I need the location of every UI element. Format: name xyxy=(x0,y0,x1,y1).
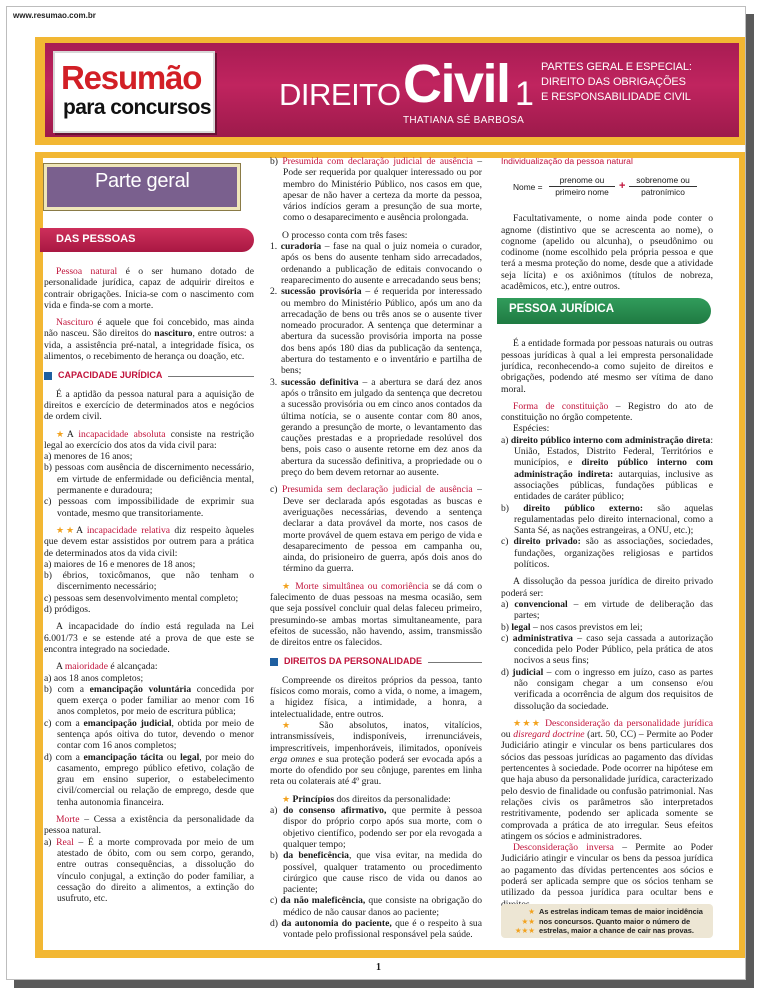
text: – Registro do ato de constituição no órgão competente. xyxy=(501,400,713,424)
text: sucessão definitiva xyxy=(281,376,359,388)
text: administrativa xyxy=(512,632,573,644)
text: A xyxy=(56,661,65,673)
text: – Permite ao Poder Judiciário atingir e vincular os bens da pessoa jurídica ao pagamento das dívidas pertencentes aos sócios e poderá ser aplicada sempre que os sócios tenham se utilizado da pessoa jurídica para ocultar bens e xyxy=(501,842,713,899)
term: Desconsideração inversa xyxy=(513,842,614,854)
text: nascituro xyxy=(154,328,193,340)
paragraph: Compreende os direitos próprios da pessoa, tanto físicos como morais, como a vida, o nome, a imagem, a higidez física, a intimidade, a honra, a intelectualidade, entre outros. xyxy=(270,674,482,720)
diagram-text: patronímico xyxy=(641,187,685,198)
paragraph xyxy=(44,525,254,559)
text: é o ser humano dotado de personalidade jurídica, capaz de adquirir direitos e contrair obrigações. Inicia-se com o nascimento com vida e finda-se com a morte. xyxy=(44,266,254,311)
text: b) com a xyxy=(44,683,90,695)
list-item xyxy=(501,667,713,712)
text: curadoria xyxy=(280,241,322,253)
text: direito público externo: xyxy=(523,502,644,514)
text: da beneficência xyxy=(283,850,349,862)
term: disregard doctrine xyxy=(513,729,585,741)
text: b) xyxy=(270,156,283,167)
list-item: a) maiores de 16 e menores de 18 anos; xyxy=(44,558,196,570)
text: c) xyxy=(270,895,281,907)
term: Presumida com declaração judicial de ausência xyxy=(282,156,473,167)
text: d) xyxy=(501,666,513,678)
text: – nos casos previstos em lei; xyxy=(530,621,643,633)
list-item xyxy=(44,684,254,718)
text: – Pode ser requerida por qualquer interessado ou por membro do Ministério Público, nos casos em que, apesar de não haver a certeza da morte da pessoa, vários indícios geram a presunção de sua morte, como o desaparecimento e ausência prolongada. xyxy=(283,156,483,224)
legend-line: As estrelas indicam temas de maior incidência xyxy=(539,907,703,916)
text: são aquelas regulamentadas pelo direito internacional, como a Santa Sé, as nações estrangeiras, a ONU, etc.); xyxy=(514,502,713,537)
section-title: DAS PESSOAS xyxy=(56,233,136,245)
text: – com o ingresso em juízo, caso as partes não consigam chegar a um consenso e/ou verificada a ocorrência de algum dos requisitos de dissolução da sociedade. xyxy=(514,666,714,712)
text: é alcançada: xyxy=(107,661,158,673)
text: ou xyxy=(501,729,514,741)
text: que consiste na obrigação do médico de não causar danos ao paciente; xyxy=(283,895,482,918)
paragraph xyxy=(44,661,254,672)
section-title: PESSOA JURÍDICA xyxy=(509,303,615,316)
text: dos direitos da personalidade: xyxy=(334,793,451,805)
list-item xyxy=(270,156,482,224)
list-item: a) menores de 16 anos; xyxy=(44,451,133,463)
paragraph xyxy=(501,842,713,910)
paragraph: Espécies: xyxy=(513,423,550,435)
subtitle xyxy=(541,60,737,105)
text: A xyxy=(66,428,79,440)
page-number: 1 xyxy=(376,962,381,973)
text: se dá com o falecimento de duas pessoas na mesma ocasião, sem que seja possível concluir qual delas faleceu primeiro, presumindo-se ambas mortas simultaneamente, para efeitos de sucessão, não havendo, assim, transmissão de direitos entre os falecidos. xyxy=(270,580,482,649)
das-pessoas-banner xyxy=(40,228,254,252)
text: que permite à pessoa dispor do próprio corpo após sua morte, com o objetivo científico, podendo ser por ela revogada a qualquer tempo; xyxy=(283,805,483,850)
subsection-heading xyxy=(44,370,254,381)
term: Presumida sem declaração judicial de ausência xyxy=(282,484,473,496)
author-name: THATIANA SÉ BARBOSA xyxy=(403,115,525,126)
paragraph xyxy=(501,401,713,424)
text: – é requerida por interessado ou membro do Ministério Público, após um ano da arrecadação de bens ou três anos se o ausente tiver nomeado procurador. A sentença que determinar a abertura da sucessão provisória importa na posse dos bens após 180 dias da publicação da sentença, abertura do testamento e o inventário e partilha de bens; xyxy=(281,286,483,377)
text: ou xyxy=(163,751,181,763)
list-item: c) pessoas sem desenvolvimento mental completo; xyxy=(44,592,239,604)
text: a) xyxy=(44,836,57,848)
term: incapacidade relativa xyxy=(86,524,171,536)
diagram-name-label: Nome = xyxy=(513,182,543,193)
subtitle-line: E RESPONSABILIDADE CIVIL xyxy=(541,91,691,103)
title-direito: DIREITO xyxy=(279,77,401,112)
text: , entre outros: a vida, a assistência pré-natal, a integridade física, os alimentos, o recebimento de herança ou doação, etc. xyxy=(44,328,254,363)
text: 1. xyxy=(270,241,281,253)
parte-geral-banner xyxy=(44,164,240,210)
text: 3. xyxy=(270,376,282,388)
list-item xyxy=(501,435,713,503)
text: erga omnes xyxy=(270,753,316,765)
list-item: d) pródigos. xyxy=(44,604,91,616)
text: que é o respeito à sua vontade pelo profissional responsável pela saúde. xyxy=(283,918,482,941)
text: consiste na restrição legal ao exercício dos atos da vida civil para: xyxy=(44,428,254,451)
list-item xyxy=(501,536,713,570)
text: emancipação judicial xyxy=(83,717,172,729)
paragraph xyxy=(44,814,254,837)
one-star-icon: ★ xyxy=(282,719,304,730)
text: é aquele que foi concebido, mas ainda não nasceu. São direitos do xyxy=(44,317,254,340)
term: Morte simultânea ou comoriência xyxy=(295,580,429,592)
list-item xyxy=(44,837,254,905)
text: – a abertura se dará dez anos após o trânsito em julgado da sentença que decretou a sucessão provisória ou em cinco anos contados da última notícia, se o ausente contar com 80 anos, gerando a presunção de morte, o levantamento das cauções prestadas e a propriedade resolúvel dos bens, pois caso o ausente retorne em dez anos da abertura da sucessão definitiva, a propriedade ou o preço do bem devem retornar ao ausente. xyxy=(281,376,482,479)
list-item xyxy=(44,752,254,808)
term: Desconsideração da personalidade jurídica xyxy=(545,717,713,729)
plus-sign: + xyxy=(619,180,626,193)
paragraph xyxy=(44,429,254,452)
stars-legend xyxy=(501,904,713,938)
list-item xyxy=(501,503,713,537)
text: a) xyxy=(270,805,284,817)
one-star-icon: ★ xyxy=(282,793,291,804)
list-item xyxy=(270,918,482,941)
list-item: b) pessoas com ausência de discernimento necessário, em virtude de enfermidade ou deficiência mental, permanente e duradoura; xyxy=(44,462,254,497)
text: Princípios xyxy=(292,793,335,805)
list-item: b) ébrios, toxicômanos, que não tenham o discernimento necessário; xyxy=(44,570,254,593)
diagram-sobrenome xyxy=(629,175,697,197)
text: autarquias, inclusive as associações públicas, fundações públicas e entidades de caráter público; xyxy=(514,468,713,503)
text: c) xyxy=(270,484,283,496)
term: Nascituro xyxy=(56,317,94,329)
text: da autonomia do paciente, xyxy=(281,918,392,929)
text: a) xyxy=(501,598,515,610)
list-item xyxy=(270,850,482,895)
pessoa-juridica-banner xyxy=(497,298,711,324)
paragraph xyxy=(501,718,713,842)
term: incapacidade absoluta xyxy=(78,428,166,440)
text: 2. xyxy=(270,286,282,298)
text: são as associações, sociedades, fundações, organizações religiosas e partidos políticos. xyxy=(514,536,713,571)
text: c) xyxy=(501,632,513,644)
divider xyxy=(428,662,482,663)
subsection-title: CAPACIDADE JURÍDICA xyxy=(58,370,163,381)
parte-geral-label: Parte geral xyxy=(95,170,190,192)
logo-top-text: Resumão xyxy=(61,59,202,96)
divider xyxy=(168,376,254,377)
individualization-heading: Individualização da pessoa natural xyxy=(501,156,633,166)
list-item xyxy=(270,805,482,850)
term: maioridade xyxy=(64,661,108,673)
text: emancipação tácita xyxy=(83,751,164,763)
list-item xyxy=(501,633,713,667)
title-volume-number: 1 xyxy=(515,75,534,113)
paragraph: O processo conta com três fases: xyxy=(282,229,408,241)
text: e sua proteção poderá ser evocada após a morte do ofendido por seu cônjuge, parentes em linha reta ou colaterais até 4º grau. xyxy=(270,753,482,788)
paragraph xyxy=(270,720,482,788)
text: direito privado: xyxy=(513,536,581,548)
text: diz respeito àqueles que devem estar assistidos por outrem para a prática de determinados atos da vida civil: xyxy=(44,524,254,559)
text: d) com a xyxy=(44,751,84,763)
subtitle-line: DIREITO DAS OBRIGAÇÕES xyxy=(541,76,686,88)
paragraph xyxy=(44,317,254,362)
logo-bottom-text: para concursos xyxy=(63,96,211,119)
text: , obtida por meio de sentença após oitiva do tutor, devendo o menor contar com 16 anos completos; xyxy=(57,717,254,752)
text: d) xyxy=(270,918,282,929)
text: – fase na qual o juiz nomeia o curador, após os bens do ausente tenham sido arrecadados, ordenando a publicação de editais convocando o reaparecimento do ausente e arrecadando seus bens; xyxy=(281,241,483,286)
subsection-title: DIREITOS DA PERSONALIDADE xyxy=(284,656,423,667)
list-item xyxy=(44,718,254,752)
text: legal xyxy=(180,751,200,763)
site-url: www.resumao.com.br xyxy=(13,11,96,20)
text: : União, Estados, Distrito Federal, Territórios e municípios, e xyxy=(514,434,713,469)
column-3 xyxy=(501,156,713,910)
list-item xyxy=(501,622,713,633)
text: c) com a xyxy=(44,717,84,729)
text: (art. 50, CC) – Permite ao Poder Judiciário atingir e vincular os bens particulares dos sócios das pessoas jurídicas ao pagamento das dívidas pertencentes à sociedade. Pode ocorrer na hipótese em que haja abuso da personalidade jurídica, caracterizado pelo desvio de finalidade ou confusão patrimonial. Nas relações civis os parâmetros são interpretados restritivamente, podendo ser aplicada somente se comprovada a prática de ato irregular. Seus efeitos atingem os sócios e administradores. xyxy=(501,729,713,842)
text: legal xyxy=(511,621,531,633)
column-2 xyxy=(270,156,482,941)
paragraph xyxy=(44,389,254,423)
list-item xyxy=(270,377,482,479)
legend-line: nos concursos. Quanto maior o número de xyxy=(539,916,691,926)
text: b) xyxy=(270,850,284,862)
three-star-icon: ★★★ xyxy=(513,717,542,728)
two-star-icon: ★★ xyxy=(56,524,77,535)
text: judicial xyxy=(512,666,544,678)
paragraph xyxy=(270,794,482,805)
list-item xyxy=(270,484,482,574)
text: A xyxy=(76,524,87,536)
list-item xyxy=(270,895,482,918)
list-item: c) pessoas com impossibilidade de exprimir sua vontade, mesmo que transitoriamente. xyxy=(44,496,254,519)
term: Pessoa natural xyxy=(56,266,118,277)
legend-text xyxy=(539,907,703,936)
text: direito público interno com administração indireta: xyxy=(514,457,714,480)
text: – É a morte comprovada por meio de um atestado de óbito, com ou sem corpo, gerando, entre outras consequências, a dissolução do vínculo conjugal, a extinção do poder familiar, a cessação do direito a alimentos, a extinção do usufruto, etc. xyxy=(57,836,254,905)
text: direito público interno com administração direta xyxy=(510,434,711,446)
one-star-icon: ★ xyxy=(56,428,67,439)
legend-line: estrelas, maior a chance de cair nas provas. xyxy=(539,926,694,935)
text: da não maleficência, xyxy=(280,895,366,907)
text: sucessão provisória xyxy=(281,286,362,298)
one-star-icon: ★ xyxy=(282,580,292,591)
paragraph xyxy=(270,581,482,649)
legend-stars-icon: ★ ★★ ★★★ xyxy=(514,907,535,935)
text: emancipação voluntária xyxy=(89,683,192,695)
term: Forma de constituição xyxy=(513,400,609,412)
text: É a aptidão da pessoa natural para a aquisição de direitos e exercício de determinados atos e negócios de ordem civil. xyxy=(44,388,254,423)
term: Morte xyxy=(56,814,80,826)
text: convencional xyxy=(514,598,568,610)
paragraph: Facultativamente, o nome ainda pode conter o agnome (distintivo que se acrescenta ao nome), o cognome (apelido ou alcunha), o pseudônimo ou codinome (nome escolhido pela própria pessoa e que terá a mesma proteção do nome, desde que a atividade seja lícita) e os axiônimos (títulos de nobreza, acadêmicos, etc.), entre outros. xyxy=(501,213,713,293)
paragraph: É a entidade formada por pessoas naturais ou outras pessoas jurídicas à qual a lei empresta personalidade jurídica, reconhecendo-a como sujeito de direitos e obrigações, podendo até mesmo ser vítima de dano moral. xyxy=(501,338,713,395)
text: , por meio do casamento, emprego público efetivo, colação de grau em ensino superior, o estabelecimento civil/comercial ou relação de emprego, desde que tenha autonomia financeira. xyxy=(57,751,254,808)
text: b) xyxy=(501,621,512,633)
name-composition-diagram xyxy=(501,173,713,203)
diagram-text: primeiro nome xyxy=(555,187,609,198)
title-civil: Civil xyxy=(403,54,510,114)
text: concedida por quem exerça o poder familiar ao menor com 16 anos completos, por meio de escritura pública; xyxy=(57,683,254,718)
text: – Cessa a existência da personalidade da pessoa natural. xyxy=(44,814,254,837)
text: – Deve ser declarada após esgotadas as buscas e averiguações necessárias, devendo a sentença declarar a data provável da morte, nos casos de morte provável de quem estava em perigo de vida e desaparecimento de pessoa em campanha ou, ainda, do prisioneiro de guerra, após dois anos do término da guerra. xyxy=(283,484,482,575)
square-bullet-icon xyxy=(270,658,278,666)
subtitle-line: PARTES GERAL E ESPECIAL: xyxy=(541,61,692,73)
list-item xyxy=(501,599,713,622)
text: – em virtude de deliberação das partes; xyxy=(514,598,713,622)
list-item xyxy=(270,241,482,286)
paragraph: A incapacidade do índio está regulada na Lei 6.001/73 e se estende até a prova de que este se encontra integrado na sociedade. xyxy=(44,621,254,655)
square-bullet-icon xyxy=(44,372,52,380)
resumao-logo xyxy=(53,51,215,133)
text: c) xyxy=(501,536,514,548)
diagram-prenome xyxy=(549,175,615,197)
text: São absolutos, inatos, vitalícios, intransmissíveis, indisponíveis, irrenunciáveis, imprescritíveis, impenhoráveis, ilimitados, oponíveis xyxy=(270,719,482,754)
paragraph xyxy=(44,266,254,311)
term: Real xyxy=(56,836,74,848)
text: b) xyxy=(501,502,524,514)
column-1 xyxy=(44,156,254,904)
text: do consenso afirmativo, xyxy=(283,805,387,817)
text: a) xyxy=(501,434,511,446)
list-item xyxy=(270,286,482,376)
diagram-text: prenome ou xyxy=(549,175,615,187)
text: , que visa evitar, na medida do possível, qualquer tratamento ou procedimento cirúrgico que cause risco de vida ou danos ao paciente; xyxy=(283,850,482,896)
paragraph: A dissolução da pessoa jurídica de direito privado poderá ser: xyxy=(501,576,713,599)
list-item: a) aos 18 anos completos; xyxy=(44,672,144,684)
text: – caso seja cassada a autorização concedida pelo Poder Público, pela prática de atos nocivos a seus fins; xyxy=(514,632,713,667)
subsection-heading xyxy=(270,656,482,667)
diagram-text: sobrenome ou xyxy=(629,175,697,187)
